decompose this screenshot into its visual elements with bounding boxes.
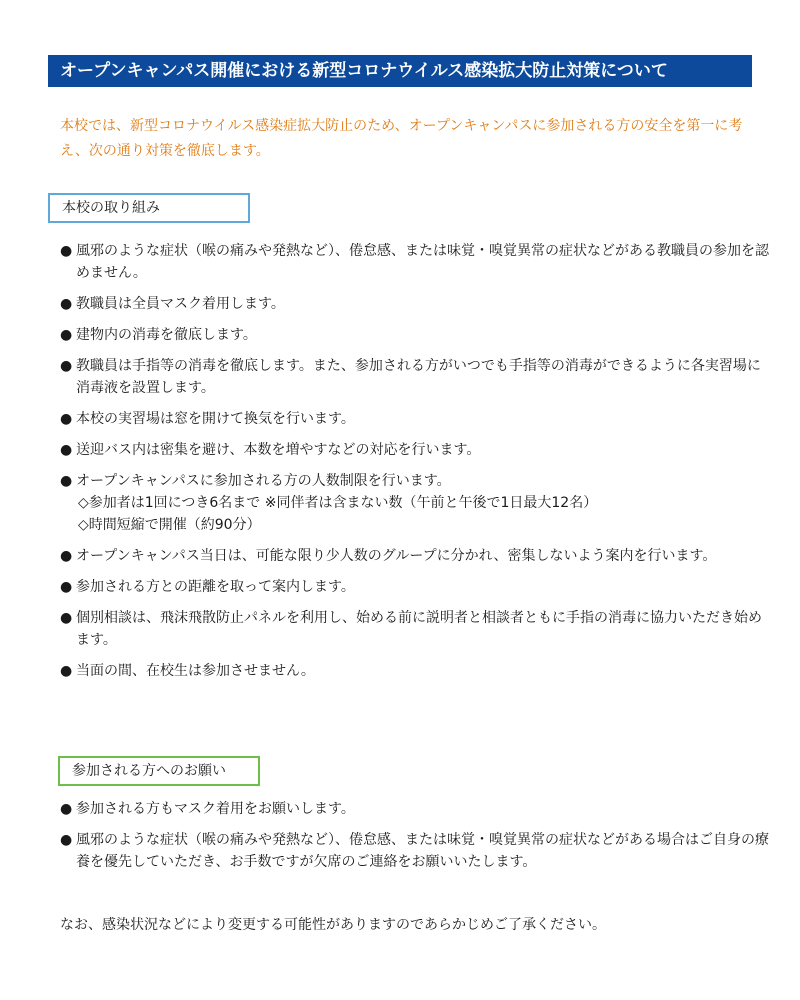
list-item	[60, 355, 770, 399]
bullet-icon: ●	[60, 579, 73, 595]
sub-item-participant-limit: ◇参加者は1回につき6名まで ※同伴者は含まない数（午前と午後で1日最大12名）	[78, 495, 598, 511]
list-item-text: オープンキャンパス当日は、可能な限り少人数のグループに分かれ、密集しないよう案内を行います。	[76, 548, 717, 564]
list-item-text: 送迎バス内は密集を避け、本数を増やすなどの対応を行います。	[76, 442, 481, 458]
bullet-icon: ●	[60, 610, 73, 626]
bullet-icon: ●	[60, 663, 73, 679]
list-item	[60, 829, 770, 873]
bullet-icon: ●	[60, 473, 73, 489]
list-item-text: 風邪のような症状（喉の痛みや発熱など）、倦怠感、または味覚・嗅覚異常の症状などがある場合はご自身の療養を優先していただき、お手数ですが欠席のご連絡をお願いいたします。	[76, 832, 769, 870]
list-item	[60, 240, 770, 284]
list-item	[60, 470, 770, 536]
bullet-icon: ●	[60, 548, 73, 564]
list-item	[60, 439, 770, 461]
list-item-text: オープンキャンパスに参加される方の人数制限を行います。	[76, 473, 451, 489]
bullet-icon: ●	[60, 411, 73, 427]
intro-text: 本校では、新型コロナウイルス感染症拡大防止のため、オープンキャンパスに参加される方の安全を第一に考え、次の通り対策を徹底します。	[60, 118, 743, 159]
list-item	[60, 607, 770, 651]
section-heading-school-measures: 本校の取り組み	[48, 193, 250, 223]
list-item	[60, 545, 770, 567]
list-item-text: 参加される方との距離を取って案内します。	[76, 579, 355, 595]
section-heading-requests: 参加される方へのお願い	[58, 756, 260, 786]
page-title: オープンキャンパス開催における新型コロナウイルス感染拡大防止対策について	[48, 55, 752, 87]
list-item-text: 本校の実習場は窓を開けて換気を行います。	[76, 411, 355, 427]
bullet-icon: ●	[60, 358, 73, 374]
list-item-text: 個別相談は、飛沫飛散防止パネルを利用し、始める前に説明者と相談者ともに手指の消毒に協力いただき始めます。	[76, 610, 762, 648]
list-item	[60, 293, 770, 315]
list-item	[60, 576, 770, 598]
bullet-icon: ●	[60, 327, 73, 343]
list-item	[60, 408, 770, 430]
closing-note: なお、感染状況などにより変更する可能性がありますのであらかじめご了承ください。	[60, 917, 606, 933]
school-measures-list	[60, 240, 770, 691]
list-item-text: 教職員は手指等の消毒を徹底します。また、参加される方がいつでも手指等の消毒ができるように各実習場に消毒液を設置します。	[76, 358, 761, 396]
list-item-text: 教職員は全員マスク着用します。	[76, 296, 285, 312]
bullet-icon: ●	[60, 832, 73, 848]
list-item	[60, 660, 770, 682]
requests-list	[60, 798, 770, 882]
bullet-icon: ●	[60, 296, 73, 312]
list-item-text: 参加される方もマスク着用をお願いします。	[76, 801, 355, 817]
bullet-icon: ●	[60, 243, 73, 259]
list-item-text: 当面の間、在校生は参加させません。	[76, 663, 315, 679]
list-item	[60, 324, 770, 346]
list-item-text: 建物内の消毒を徹底します。	[76, 327, 257, 343]
list-item-text: 風邪のような症状（喉の痛みや発熱など）、倦怠感、または味覚・嗅覚異常の症状などがある教職員の参加を認めません。	[76, 243, 769, 281]
sub-item-shortened-time: ◇時間短縮で開催（約90分）	[78, 517, 261, 533]
bullet-icon: ●	[60, 801, 73, 817]
list-item	[60, 798, 770, 820]
bullet-icon: ●	[60, 442, 73, 458]
